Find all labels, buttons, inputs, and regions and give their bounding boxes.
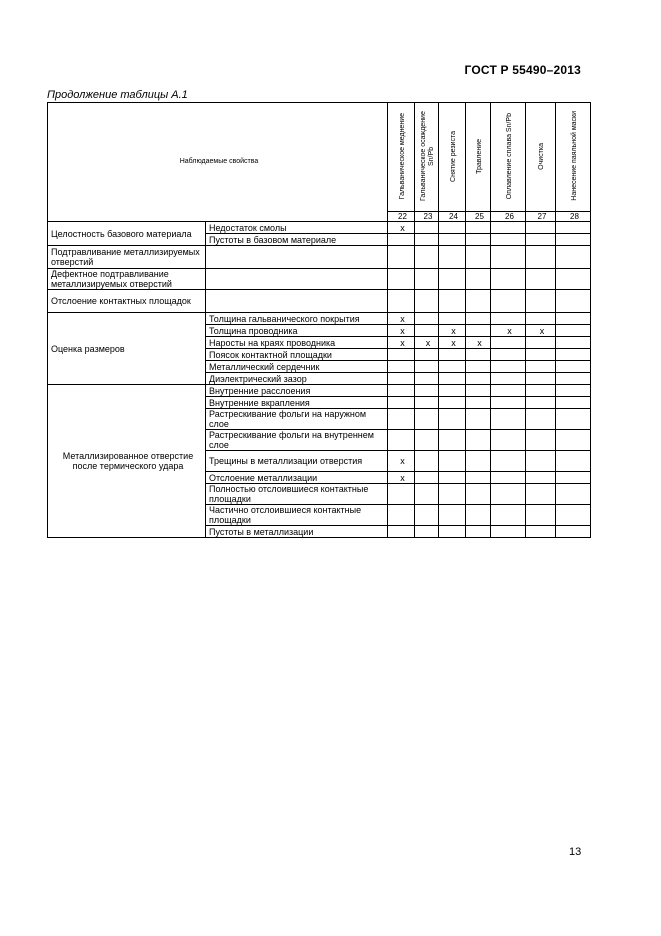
- page-number: 13: [569, 846, 582, 858]
- mark-cell: [388, 246, 415, 269]
- column-number: 24: [439, 212, 466, 222]
- mark-cell: [556, 430, 591, 451]
- mark-cell: [439, 349, 466, 361]
- mark-cell: [491, 234, 526, 246]
- mark-cell: x: [491, 325, 526, 337]
- mark-cell: [556, 385, 591, 397]
- subproperty-cell: Трещины в металлизации отверстия: [206, 451, 388, 472]
- mark-cell: [526, 222, 556, 234]
- subproperty-cell: Поясок контактной площадки: [206, 349, 388, 361]
- column-label: Оплавление сплава Sn/Pb: [505, 112, 513, 200]
- mark-cell: [439, 397, 466, 409]
- mark-cell: [491, 373, 526, 385]
- mark-cell: [415, 526, 439, 538]
- column-label: Гальваническое меднение: [398, 112, 406, 200]
- mark-cell: [439, 385, 466, 397]
- mark-cell: [415, 246, 439, 269]
- mark-cell: x: [388, 451, 415, 472]
- mark-cell: [388, 269, 415, 290]
- mark-cell: [526, 472, 556, 484]
- subproperty-cell: Металлический сердечник: [206, 361, 388, 373]
- subproperty-cell: Толщина проводника: [206, 325, 388, 337]
- mark-cell: [466, 472, 491, 484]
- subproperty-cell: Пустоты в металлизации: [206, 526, 388, 538]
- column-number: 25: [466, 212, 491, 222]
- column-number: 22: [388, 212, 415, 222]
- mark-cell: [556, 234, 591, 246]
- mark-cell: x: [439, 337, 466, 349]
- mark-cell: [466, 290, 491, 313]
- mark-cell: [556, 472, 591, 484]
- mark-cell: [388, 361, 415, 373]
- mark-cell: [556, 325, 591, 337]
- table-row: [48, 313, 591, 325]
- column-label: Снятие резиста: [449, 130, 457, 182]
- mark-cell: [491, 290, 526, 313]
- mark-cell: [491, 313, 526, 325]
- column-header: [439, 103, 466, 212]
- mark-cell: [439, 430, 466, 451]
- mark-cell: [491, 385, 526, 397]
- column-header: [556, 103, 591, 212]
- mark-cell: [439, 234, 466, 246]
- mark-cell: [491, 361, 526, 373]
- mark-cell: [466, 349, 491, 361]
- mark-cell: [415, 234, 439, 246]
- mark-cell: [526, 526, 556, 538]
- mark-cell: x: [466, 337, 491, 349]
- mark-cell: [526, 349, 556, 361]
- mark-cell: [388, 373, 415, 385]
- mark-cell: [491, 337, 526, 349]
- mark-cell: [388, 430, 415, 451]
- subproperty-cell: Внутренние вкрапления: [206, 397, 388, 409]
- mark-cell: [439, 290, 466, 313]
- column-number: 26: [491, 212, 526, 222]
- column-number: 28: [556, 212, 591, 222]
- mark-cell: [388, 349, 415, 361]
- mark-cell: [526, 385, 556, 397]
- mark-cell: [491, 451, 526, 472]
- mark-cell: [439, 505, 466, 526]
- mark-cell: [556, 290, 591, 313]
- mark-cell: [415, 484, 439, 505]
- mark-cell: x: [388, 472, 415, 484]
- subproperty-cell: Диэлектрический зазор: [206, 373, 388, 385]
- mark-cell: [388, 397, 415, 409]
- mark-cell: [415, 409, 439, 430]
- mark-cell: [526, 234, 556, 246]
- mark-cell: [388, 484, 415, 505]
- mark-cell: x: [388, 222, 415, 234]
- mark-cell: [526, 484, 556, 505]
- column-label: Очистка: [538, 142, 545, 170]
- mark-cell: [388, 234, 415, 246]
- group-cell: Целостность базового материала: [48, 222, 206, 246]
- column-label: Нанесение паяльной маски: [570, 111, 578, 201]
- mark-cell: [526, 313, 556, 325]
- column-number: 23: [415, 212, 439, 222]
- mark-cell: [556, 451, 591, 472]
- mark-cell: [491, 505, 526, 526]
- subproperty-cell: Внутренние расслоения: [206, 385, 388, 397]
- column-header: [491, 103, 526, 212]
- mark-cell: [556, 222, 591, 234]
- standard-header: ГОСТ Р 55490–2013: [464, 63, 581, 77]
- group-cell: Дефектное подтравливание металлизируемых отверстий: [48, 269, 206, 290]
- column-header: [388, 103, 415, 212]
- mark-cell: [415, 349, 439, 361]
- mark-cell: [491, 269, 526, 290]
- mark-cell: [466, 430, 491, 451]
- mark-cell: [491, 409, 526, 430]
- mark-cell: [415, 472, 439, 484]
- mark-cell: [556, 337, 591, 349]
- properties-table: [47, 102, 591, 538]
- subproperty-cell: Растрескивание фольги на наружном слое: [206, 409, 388, 430]
- mark-cell: [415, 361, 439, 373]
- mark-cell: [466, 222, 491, 234]
- mark-cell: [466, 313, 491, 325]
- mark-cell: [556, 397, 591, 409]
- mark-cell: [556, 484, 591, 505]
- table-row: [48, 222, 591, 234]
- mark-cell: [415, 451, 439, 472]
- mark-cell: x: [388, 325, 415, 337]
- table-body: [48, 222, 591, 538]
- mark-cell: [466, 234, 491, 246]
- mark-cell: [526, 505, 556, 526]
- subproperty-cell: Толщина гальванического покрытия: [206, 313, 388, 325]
- mark-cell: [466, 385, 491, 397]
- mark-cell: [439, 246, 466, 269]
- mark-cell: [388, 385, 415, 397]
- mark-cell: [526, 373, 556, 385]
- group-cell: Подтравливание металлизируемых отверстий: [48, 246, 206, 269]
- mark-cell: [388, 409, 415, 430]
- mark-cell: [491, 526, 526, 538]
- mark-cell: [556, 526, 591, 538]
- mark-cell: [415, 222, 439, 234]
- mark-cell: [466, 269, 491, 290]
- mark-cell: [439, 361, 466, 373]
- mark-cell: [466, 409, 491, 430]
- mark-cell: [439, 472, 466, 484]
- mark-cell: [439, 373, 466, 385]
- column-header: [466, 103, 491, 212]
- mark-cell: [556, 505, 591, 526]
- subproperty-cell: Полностью отслоившиеся контактные площадки: [206, 484, 388, 505]
- mark-cell: [491, 397, 526, 409]
- mark-cell: [415, 325, 439, 337]
- subproperty-cell: Недостаток смолы: [206, 222, 388, 234]
- mark-cell: [466, 484, 491, 505]
- mark-cell: [491, 246, 526, 269]
- mark-cell: [415, 373, 439, 385]
- mark-cell: [556, 349, 591, 361]
- subproperty-cell: Наросты на краях проводника: [206, 337, 388, 349]
- mark-cell: [415, 385, 439, 397]
- mark-cell: x: [526, 325, 556, 337]
- subproperty-cell: [206, 246, 388, 269]
- group-cell: Отслоение контактных площадок: [48, 290, 206, 313]
- mark-cell: [466, 246, 491, 269]
- column-label: Гальваническое осаждение Sn/Pb: [420, 111, 435, 201]
- mark-cell: [439, 526, 466, 538]
- mark-cell: [439, 451, 466, 472]
- mark-cell: [388, 290, 415, 313]
- mark-cell: [526, 337, 556, 349]
- mark-cell: [556, 269, 591, 290]
- mark-cell: [556, 361, 591, 373]
- mark-cell: [415, 397, 439, 409]
- column-number: 27: [526, 212, 556, 222]
- mark-cell: [556, 246, 591, 269]
- mark-cell: x: [388, 313, 415, 325]
- group-cell: Оценка размеров: [48, 313, 206, 385]
- mark-cell: [491, 484, 526, 505]
- mark-cell: [466, 397, 491, 409]
- mark-cell: [439, 269, 466, 290]
- subproperty-cell: Растрескивание фольги на внутреннем слое: [206, 430, 388, 451]
- properties-header: Наблюдаемые свойства: [48, 103, 388, 222]
- subproperty-cell: [206, 290, 388, 313]
- mark-cell: [491, 430, 526, 451]
- mark-cell: [491, 222, 526, 234]
- mark-cell: [526, 409, 556, 430]
- mark-cell: [466, 505, 491, 526]
- mark-cell: [526, 397, 556, 409]
- mark-cell: [556, 313, 591, 325]
- group-cell: Металлизированное отверстие после термического удара: [48, 385, 206, 538]
- mark-cell: [415, 505, 439, 526]
- subproperty-cell: Пустоты в базовом материале: [206, 234, 388, 246]
- mark-cell: [415, 430, 439, 451]
- header-row: [48, 103, 591, 212]
- mark-cell: [556, 373, 591, 385]
- mark-cell: [439, 313, 466, 325]
- table-caption: Продолжение таблицы А.1: [47, 89, 188, 101]
- mark-cell: [388, 505, 415, 526]
- mark-cell: [526, 269, 556, 290]
- mark-cell: [526, 451, 556, 472]
- subproperty-cell: Частично отслоившиеся контактные площадки: [206, 505, 388, 526]
- subproperty-cell: [206, 269, 388, 290]
- mark-cell: x: [415, 337, 439, 349]
- mark-cell: [439, 222, 466, 234]
- mark-cell: [466, 526, 491, 538]
- mark-cell: [491, 472, 526, 484]
- mark-cell: [466, 325, 491, 337]
- mark-cell: [526, 430, 556, 451]
- subproperty-cell: Отслоение металлизации: [206, 472, 388, 484]
- mark-cell: [415, 269, 439, 290]
- mark-cell: [556, 409, 591, 430]
- mark-cell: [491, 349, 526, 361]
- column-header: [415, 103, 439, 212]
- mark-cell: [439, 409, 466, 430]
- mark-cell: [388, 526, 415, 538]
- column-label: Травление: [475, 138, 483, 174]
- mark-cell: [415, 290, 439, 313]
- table-row: [48, 246, 591, 269]
- mark-cell: [439, 484, 466, 505]
- mark-cell: [526, 290, 556, 313]
- mark-cell: x: [439, 325, 466, 337]
- mark-cell: [466, 451, 491, 472]
- mark-cell: [466, 361, 491, 373]
- mark-cell: x: [388, 337, 415, 349]
- table-row: [48, 269, 591, 290]
- mark-cell: [415, 313, 439, 325]
- mark-cell: [526, 361, 556, 373]
- column-header: [526, 103, 556, 212]
- mark-cell: [466, 373, 491, 385]
- mark-cell: [526, 246, 556, 269]
- table-row: [48, 385, 591, 397]
- table-row: [48, 290, 591, 313]
